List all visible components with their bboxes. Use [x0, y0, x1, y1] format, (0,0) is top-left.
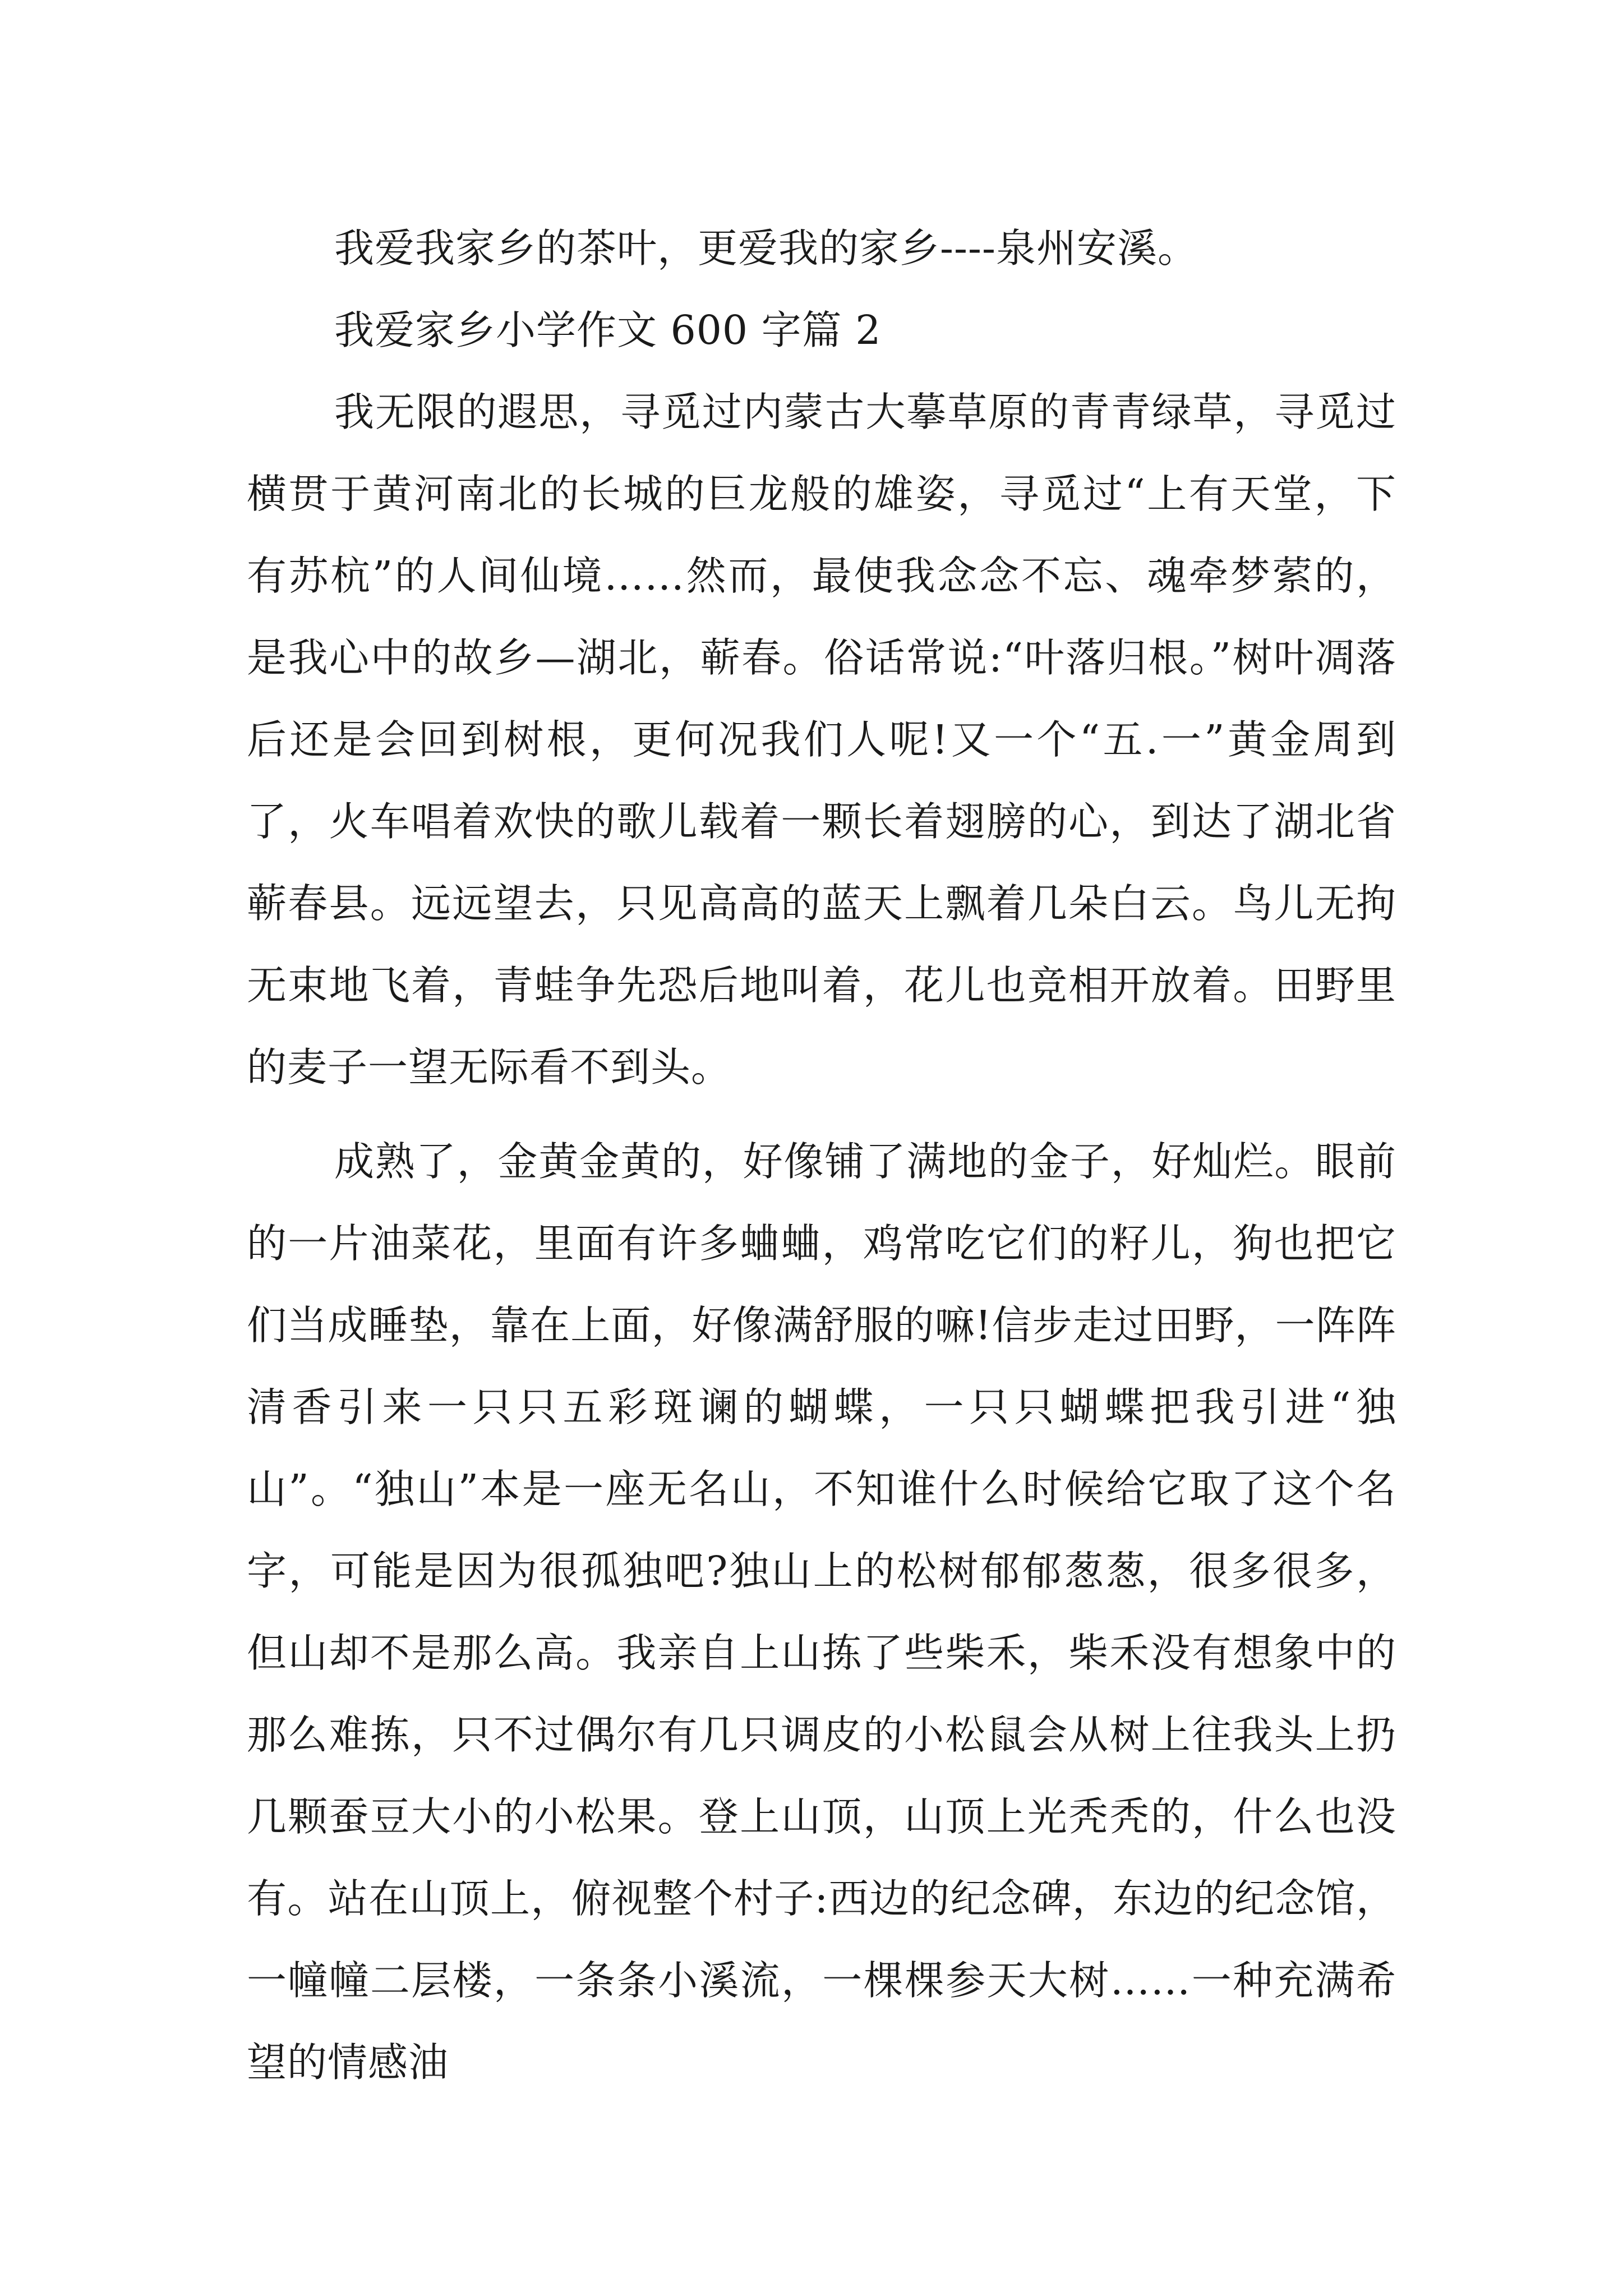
document-body [247, 208, 1396, 2104]
closing-sentence: 我爱我家乡的茶叶，更爱我的家乡----泉州安溪。 [334, 225, 1198, 272]
essay-title: 我爱家乡小学作文 600 字篇 2 [334, 307, 882, 353]
essay-paragraph-1: 我无限的遐思，寻觅过内蒙古大摹草原的青青绿草，寻觅过横贯于黄河南北的长城的巨龙般的雄姿，寻觅过“上有天堂，下有苏杭”的人间仙境……然而，最使我念念不忘、魂牵梦萦的，是我心中的故乡—湖北，蕲春。俗话常说:“叶落归根。”树叶凋落后还是会回到树根，更何况我们人呢!又一个“五.一”黄金周到了，火车唱着欢快的歌儿载着一颗长着翅膀的心，到达了湖北省蕲春县。远远望去，只见高高的蓝天上飘着几朵白云。鸟儿无拘无束地飞着，青蛙争先恐后地叫着，花儿也竞相开放着。田野里的麦子一望无际看不到头。 [247, 389, 1396, 1091]
essay-paragraph-2: 成熟了，金黄金黄的，好像铺了满地的金子，好灿烂。眼前的一片油菜花，里面有许多蛐蛐，鸡常吃它们的籽儿，狗也把它们当成睡垫，靠在上面，好像满舒服的嘛!信步走过田野，一阵阵清香引来一只只五彩斑谰的蝴蝶，一只只蝴蝶把我引进“独山”。“独山”本是一座无名山，不知谁什么时候给它取了这个名字，可能是因为很孤独吧?独山上的松树郁郁葱葱，很多很多，但山却不是那么高。我亲自上山拣了些柴禾，柴禾没有想象中的那么难拣，只不过偶尔有几只调皮的小松鼠会从树上往我头上扔几颗蚕豆大小的小松果。登上山顶，山顶上光秃秃的，什么也没有。站在山顶上，俯视整个村子:西边的纪念碑，东边的纪念馆，一幢幢二层楼，一条条小溪流，一棵棵参天大树……一种充满希望的情感油 [247, 1138, 1396, 2086]
